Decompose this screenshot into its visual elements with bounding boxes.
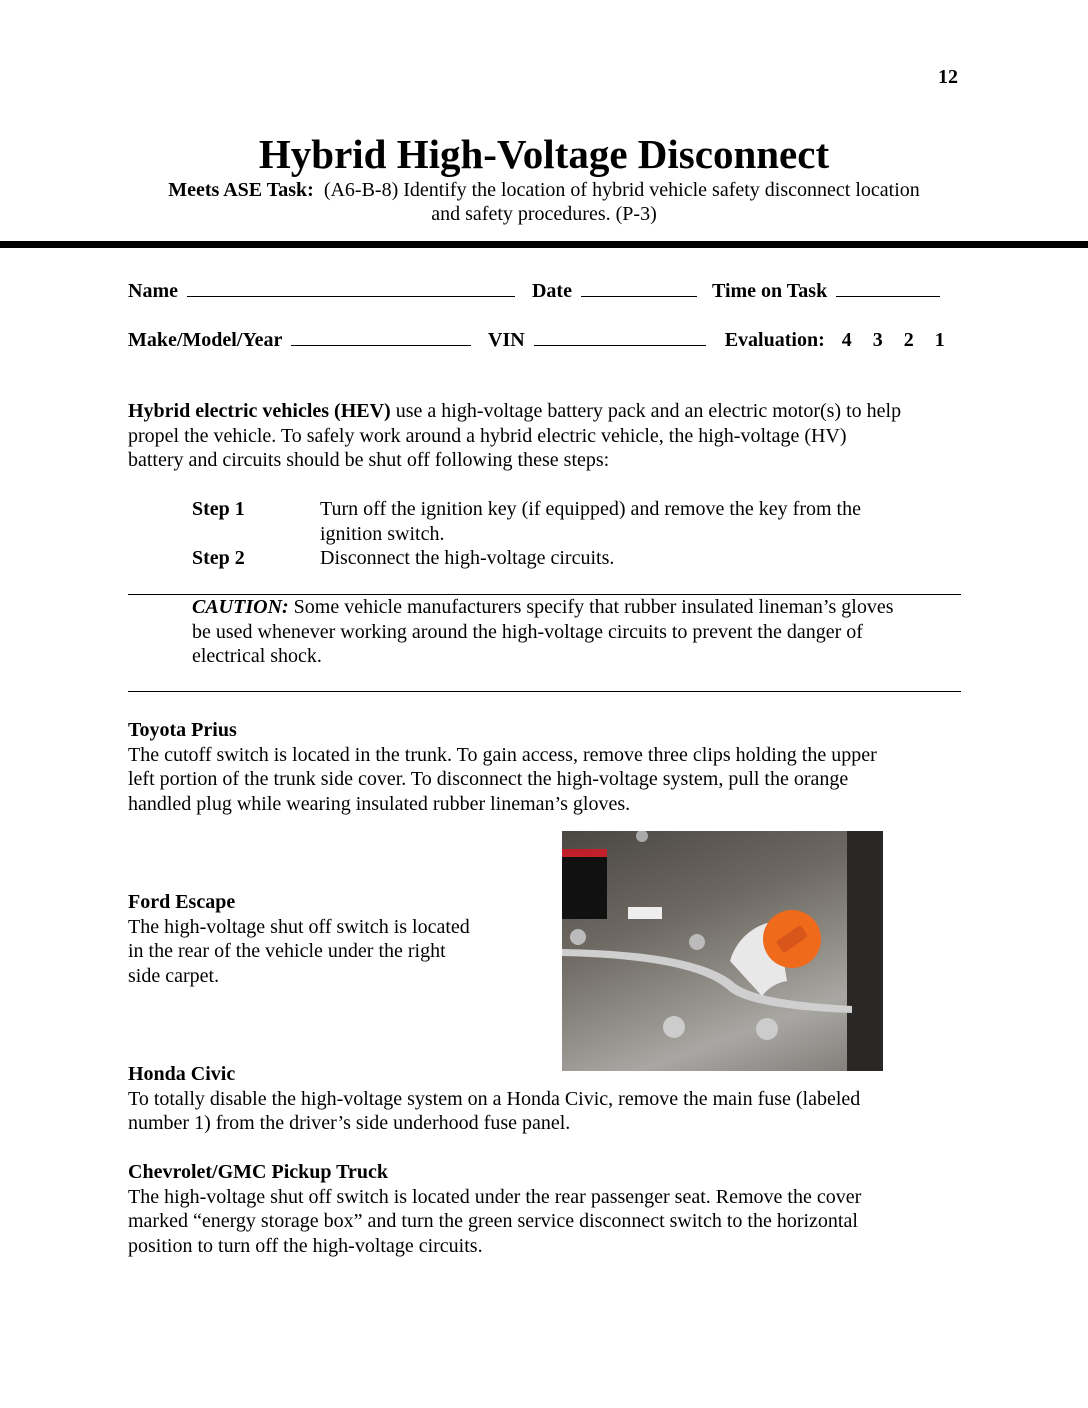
time-label: Time on Task <box>711 280 828 302</box>
section-prius <box>128 718 877 816</box>
section-text: The cutoff switch is located in the trunk. To gain access, remove three clips holding the upper <box>128 743 877 766</box>
step-text: ignition switch. <box>320 522 445 545</box>
section-heading: Chevrolet/GMC Pickup Truck <box>128 1161 388 1183</box>
form-row-2 <box>128 327 945 352</box>
section-heading: Honda Civic <box>128 1063 236 1085</box>
hv-disconnect-photo <box>562 831 883 1071</box>
vin-field[interactable] <box>534 327 706 346</box>
caution-bottom-rule <box>128 691 961 692</box>
caution-label: CAUTION: <box>192 596 289 618</box>
section-text: side carpet. <box>128 964 220 987</box>
intro-line: battery and circuits should be shut off following these steps: <box>128 449 610 471</box>
vin-label: VIN <box>488 329 525 351</box>
page-title: Hybrid High-Voltage Disconnect <box>258 131 830 177</box>
score-4[interactable]: 4 <box>841 329 852 351</box>
section-text: position to turn off the high-voltage circuits. <box>128 1234 483 1257</box>
step-text: Disconnect the high-voltage circuits. <box>320 547 615 569</box>
step-label: Step 2 <box>192 547 245 569</box>
intro-line: use a high-voltage battery pack and an electric motor(s) to help <box>390 400 902 422</box>
date-label: Date <box>531 280 572 302</box>
step-label: Step 1 <box>192 498 245 520</box>
caution-text: electrical shock. <box>192 645 322 667</box>
section-text: in the rear of the vehicle under the right <box>128 940 446 962</box>
make-field[interactable] <box>291 327 471 346</box>
time-field[interactable] <box>836 278 940 297</box>
caution-box <box>192 595 894 669</box>
score-3[interactable]: 3 <box>872 329 883 351</box>
section-chevy <box>128 1160 861 1258</box>
ase-task-text-2: and safety procedures. (P-3) <box>431 203 657 225</box>
header-divider <box>0 241 1088 248</box>
section-text: marked “energy storage box” and turn the green service disconnect switch to the horizontal <box>128 1210 858 1232</box>
section-escape <box>128 890 470 988</box>
section-text: handled plug while wearing insulated rubber lineman’s gloves. <box>128 792 631 815</box>
name-field[interactable] <box>187 278 515 297</box>
section-heading: Ford Escape <box>128 891 236 913</box>
section-text: The high-voltage shut off switch is located <box>128 915 470 938</box>
intro-paragraph <box>128 399 901 473</box>
score-2[interactable]: 2 <box>903 329 914 351</box>
score-1[interactable]: 1 <box>934 329 945 351</box>
page-number: 12 <box>938 66 958 88</box>
intro-bold: Hybrid electric vehicles (HEV) <box>128 400 391 422</box>
ase-task-label: Meets ASE Task: <box>168 179 314 201</box>
date-field[interactable] <box>581 278 697 297</box>
name-label: Name <box>128 280 178 302</box>
section-text: number 1) from the driver’s side underhood fuse panel. <box>128 1112 571 1134</box>
intro-line: propel the vehicle. To safely work around a hybrid electric vehicle, the high-voltage (HV) <box>128 424 847 447</box>
section-heading: Toyota Prius <box>128 719 237 741</box>
battery-cover-image <box>562 831 883 1071</box>
caution-text: be used whenever working around the high-voltage circuits to prevent the danger of <box>192 620 863 643</box>
form-row-1 <box>128 278 940 303</box>
evaluation-label: Evaluation: <box>724 329 825 351</box>
ase-task-text: (A6-B-8) Identify the location of hybrid vehicle safety disconnect location <box>323 179 920 201</box>
steps <box>192 497 861 571</box>
section-text: To totally disable the high-voltage system on a Honda Civic, remove the main fuse (labeled <box>128 1087 861 1110</box>
section-text: The high-voltage shut off switch is located under the rear passenger seat. Remove the cover <box>128 1185 862 1208</box>
make-label: Make/Model/Year <box>128 329 283 351</box>
ase-task <box>0 179 1088 226</box>
section-civic <box>128 1062 860 1136</box>
section-text: left portion of the trunk side cover. To disconnect the high-voltage system, pull the orange <box>128 768 849 790</box>
step-text: Turn off the ignition key (if equipped) and remove the key from the <box>320 498 861 520</box>
caution-text: Some vehicle manufacturers specify that rubber insulated lineman’s gloves <box>288 596 894 618</box>
